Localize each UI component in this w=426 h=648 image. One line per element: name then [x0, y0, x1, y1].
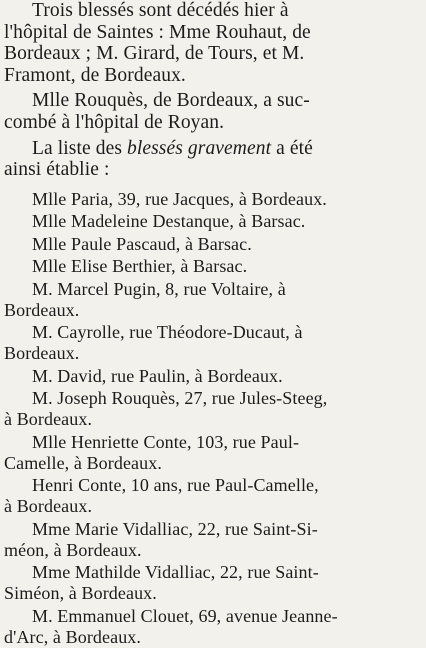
text-line: Mlle Madeleine Destanque, à Barsac. — [32, 211, 306, 232]
article-paragraph-deaths — [4, 0, 424, 86]
article-paragraph-list-intro — [4, 138, 424, 181]
text-line: Mlle Paule Pascaud, à Barsac. — [32, 233, 252, 254]
text-line: Mlle Elise Berthier, à Barsac. — [32, 256, 248, 277]
article-paragraph-royan — [4, 90, 424, 133]
text-line: Trois blessés sont décédés hier à — [32, 0, 289, 21]
text-line: Mme Mathilde Vidalliac, 22, rue Saint- — [32, 562, 319, 583]
list-item — [4, 432, 424, 474]
text-line: Henri Conte, 10 ans, rue Paul-Camelle, — [32, 475, 319, 496]
text-line: combé à l'hôpital de Royan. — [4, 111, 225, 133]
text-line: M. Marcel Pugin, 8, rue Voltaire, à — [32, 278, 286, 299]
text-line: Mlle Paria, 39, rue Jacques, à Bordeaux. — [32, 188, 327, 209]
text-line: Bordeaux. — [4, 343, 80, 364]
list-item — [4, 366, 424, 387]
text-line: à Bordeaux. — [4, 496, 93, 517]
list-item — [4, 475, 424, 517]
text-run: a été — [271, 137, 313, 159]
injured-list — [4, 189, 424, 648]
text-line: Siméon, à Bordeaux. — [4, 583, 157, 604]
text-line: M. David, rue Paulin, à Bordeaux. — [32, 365, 283, 386]
list-item — [4, 189, 424, 210]
list-item — [4, 388, 424, 430]
text-line: d'Arc, à Bordeaux. — [4, 626, 141, 647]
list-item — [4, 562, 424, 604]
text-line: M. Cayrolle, rue Théodore-Ducaut, à — [32, 322, 303, 343]
list-item — [4, 211, 424, 232]
text-line: Mlle Henriette Conte, 103, rue Paul- — [32, 431, 300, 452]
newspaper-article — [4, 0, 424, 647]
list-item — [4, 322, 424, 364]
text-line: Bordeaux ; M. Girard, de Tours, et M. — [4, 43, 305, 65]
list-item — [4, 234, 424, 255]
text-line: à Bordeaux. — [4, 409, 93, 430]
text-line: Mlle Rouquès, de Bordeaux, a suc- — [32, 90, 310, 112]
list-item — [4, 606, 424, 648]
list-item — [4, 256, 424, 277]
text-line — [4, 138, 424, 160]
text-line: méon, à Bordeaux. — [4, 539, 142, 560]
italic-emphasis: blessés gravement — [126, 137, 272, 159]
list-item — [4, 279, 424, 321]
text-line: Framont, de Bordeaux. — [4, 64, 186, 86]
list-item — [4, 519, 424, 561]
text-line: Bordeaux. — [4, 299, 80, 320]
text-line: Camelle, à Bordeaux. — [4, 452, 162, 473]
text-line: l'hôpital de Saintes : Mme Rouhaut, de — [4, 21, 311, 43]
text-line: M. Joseph Rouquès, 27, rue Jules-Steeg, — [32, 388, 328, 409]
text-run: La liste des — [32, 137, 127, 159]
text-line: ainsi établie : — [4, 159, 110, 181]
text-line: Mme Marie Vidalliac, 22, rue Saint-Si- — [32, 518, 318, 539]
text-line: M. Emmanuel Clouet, 69, avenue Jeanne- — [32, 605, 338, 626]
